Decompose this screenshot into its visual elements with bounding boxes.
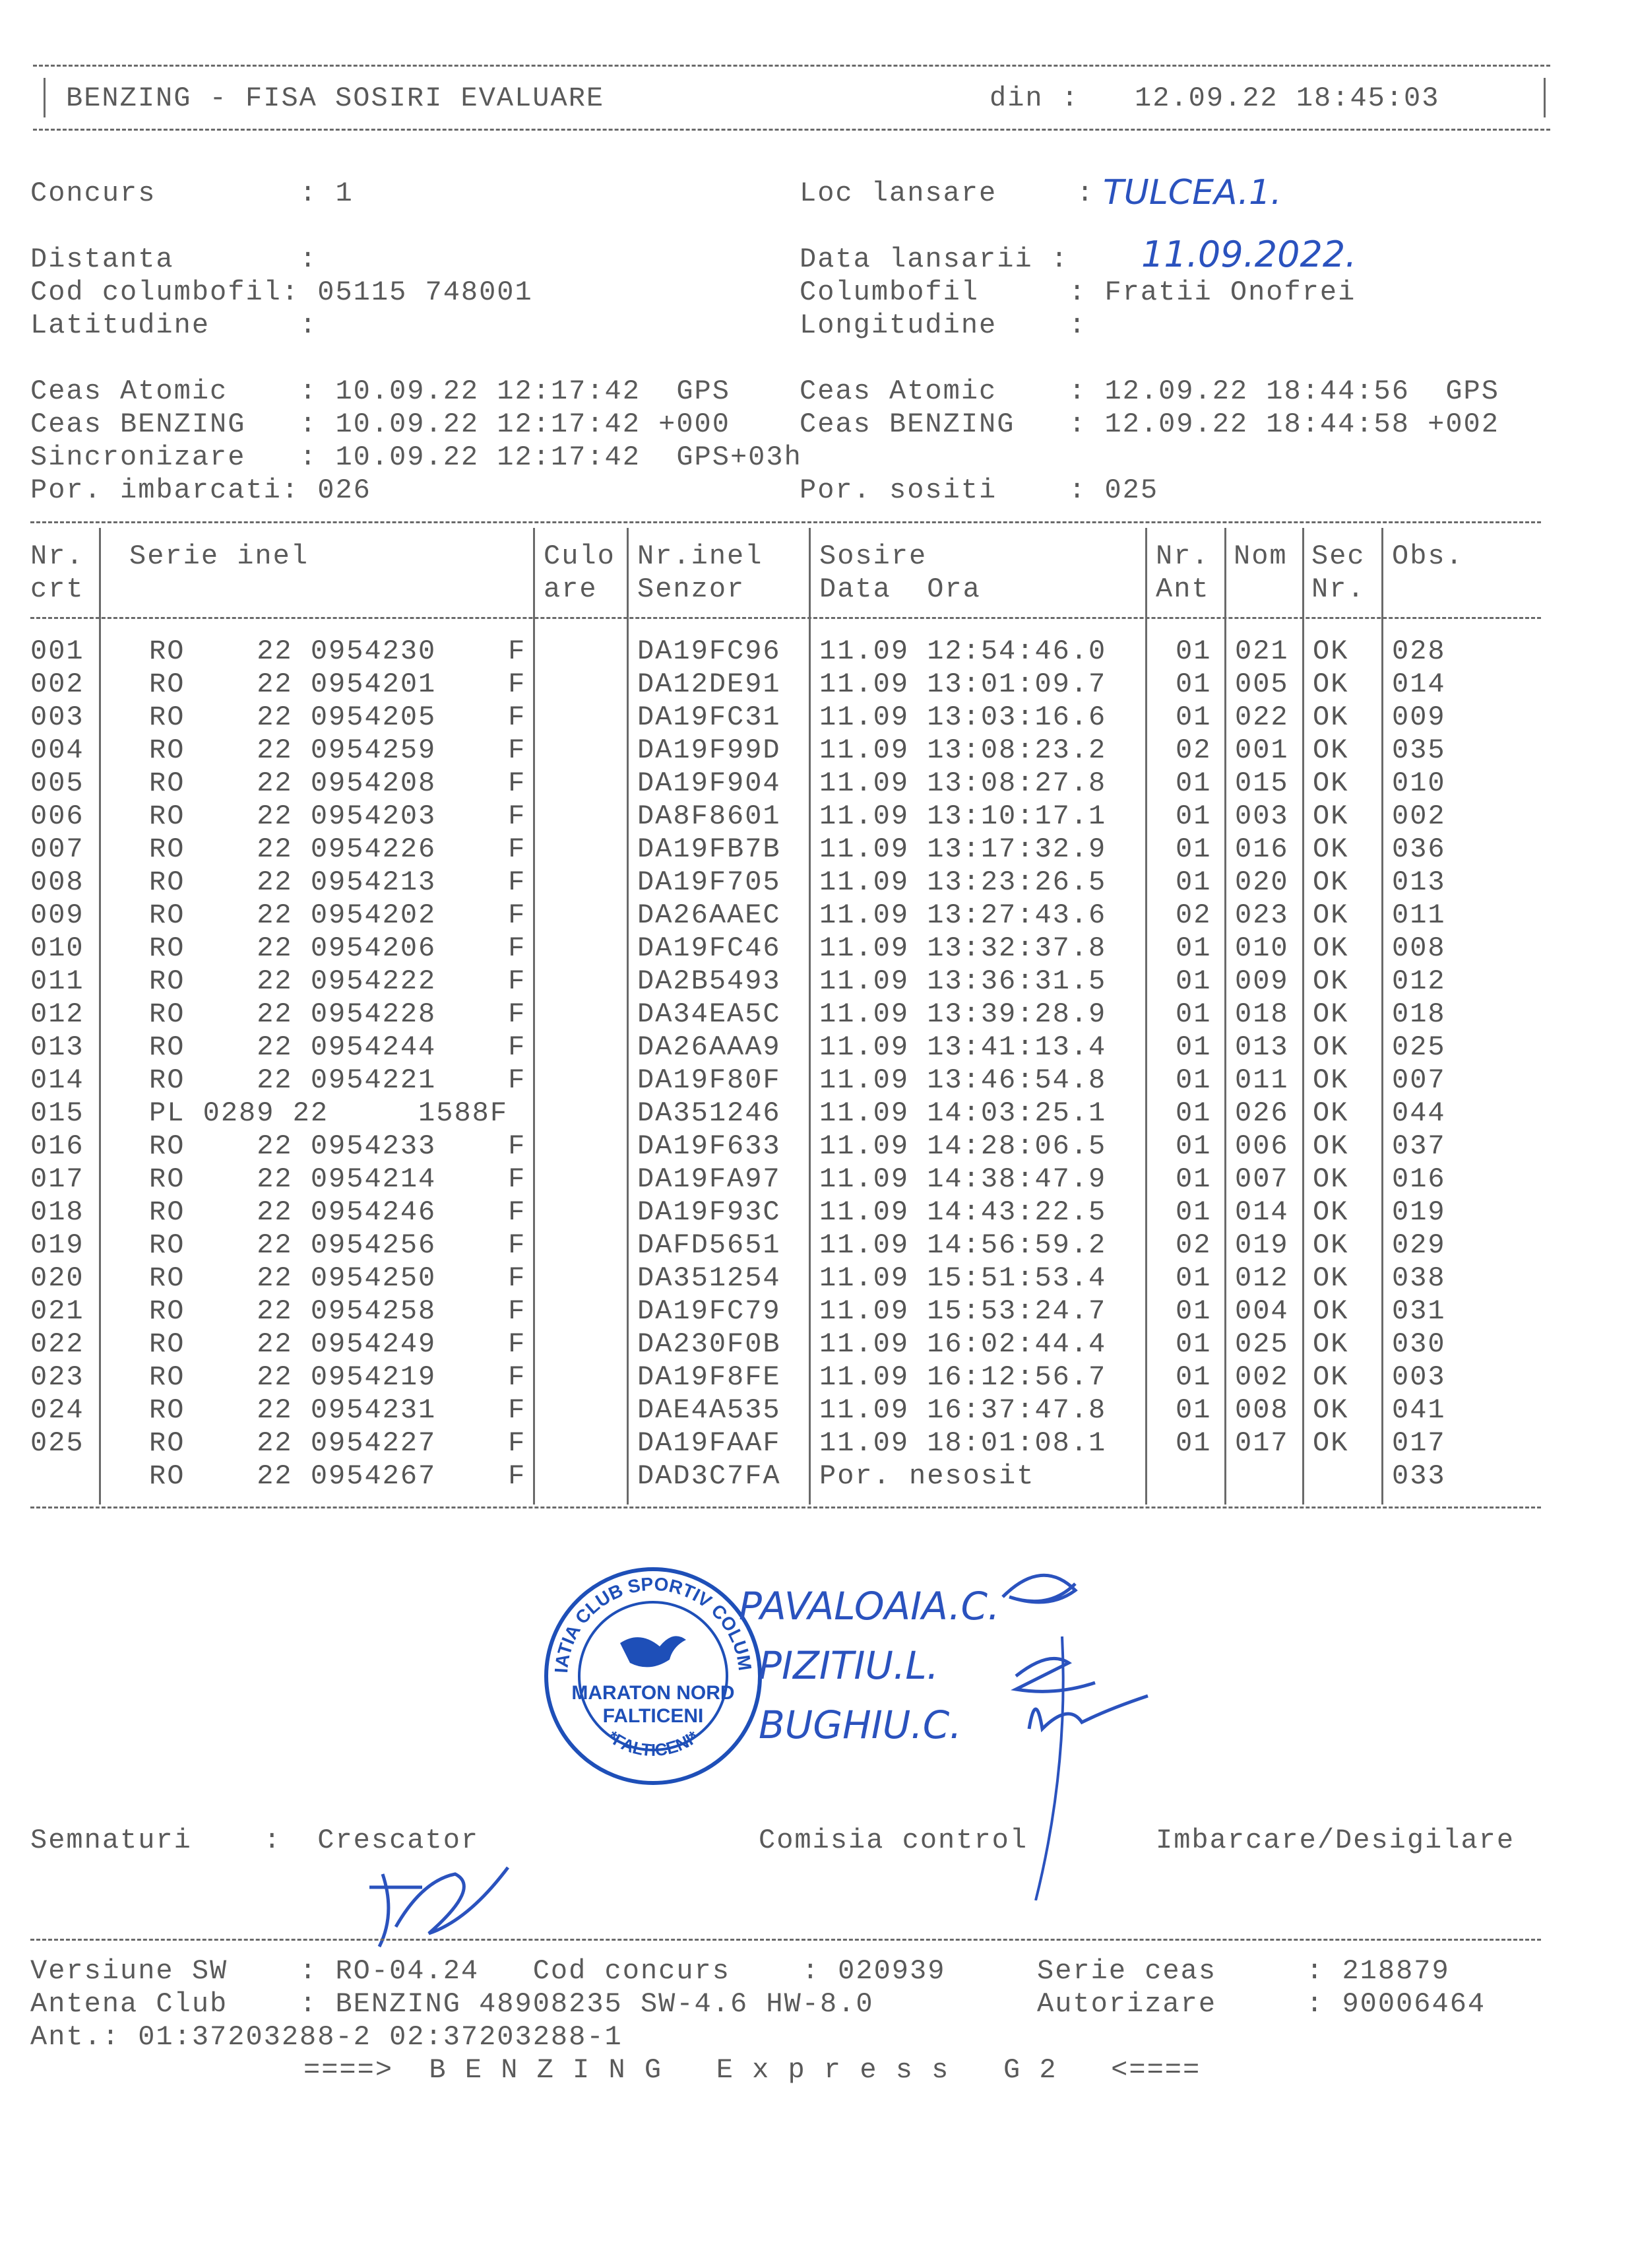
table-row: [0, 1031, 1636, 1064]
cell-ant: 02: [1176, 1229, 1212, 1261]
cell-serie: RO 22 0954206 F: [149, 932, 526, 964]
cell-senzor: DA2B5493: [637, 965, 781, 997]
cell-nom: 004: [1235, 1295, 1289, 1327]
cell-obs: 036: [1392, 833, 1446, 865]
cell-nom: 008: [1235, 1394, 1289, 1426]
cell-ant: 02: [1176, 899, 1212, 931]
table-row: [0, 1427, 1636, 1460]
data-lansarii-handwritten: 11.09.2022.: [1141, 234, 1357, 275]
table-row: [0, 668, 1636, 701]
cell-ant: 01: [1176, 1163, 1212, 1195]
cell-sec: OK: [1313, 668, 1349, 700]
cell-senzor: DA19F8FE: [637, 1361, 781, 1393]
cell-senzor: DA26AAA9: [637, 1031, 781, 1063]
cell-obs: 038: [1392, 1262, 1446, 1294]
cell-sec: OK: [1313, 866, 1349, 898]
table-bottom-rule: [30, 1507, 1541, 1508]
cell-sec: OK: [1313, 1163, 1349, 1195]
cell-sec: OK: [1313, 1427, 1349, 1459]
cell-nom: 016: [1235, 833, 1289, 865]
cell-nr: 003: [30, 701, 84, 733]
table-row: [0, 1163, 1636, 1196]
cell-obs: 008: [1392, 932, 1446, 964]
cell-nom: 022: [1235, 701, 1289, 733]
cell-serie: RO 22 0954246 F: [149, 1196, 526, 1228]
cell-obs: 035: [1392, 734, 1446, 766]
cell-nom: 009: [1235, 965, 1289, 997]
cell-senzor: DAD3C7FA: [637, 1460, 781, 1492]
cell-serie: RO 22 0954226 F: [149, 833, 526, 865]
cell-obs: 009: [1392, 701, 1446, 733]
footer-line1-right: Serie ceas : 218879: [1037, 1955, 1450, 1987]
cell-nom: 003: [1235, 800, 1289, 832]
table-header-rule: [30, 617, 1541, 619]
cell-serie: RO 22 0954213 F: [149, 866, 526, 898]
table-row: [0, 701, 1636, 734]
comisia-label: Comisia control: [759, 1825, 1028, 1856]
cell-ant: 01: [1176, 668, 1212, 700]
header-ant: Ant: [1156, 573, 1210, 605]
cell-obs: 011: [1392, 899, 1446, 931]
cell-senzor: DA12DE91: [637, 668, 781, 700]
cell-nr: 001: [30, 635, 84, 667]
cell-sec: OK: [1313, 1130, 1349, 1162]
cell-senzor: DA19FC96: [637, 635, 781, 667]
header-nr-ant: Nr.: [1156, 540, 1210, 572]
cell-nom: 021: [1235, 635, 1289, 667]
cell-serie: RO 22 0954230 F: [149, 635, 526, 667]
cell-ant: 01: [1176, 1295, 1212, 1327]
cell-sosire: 11.09 15:53:24.7: [819, 1295, 1107, 1327]
cell-sosire: 11.09 13:27:43.6: [819, 899, 1107, 931]
cell-senzor: DAFD5651: [637, 1229, 781, 1261]
cell-ant: 01: [1176, 1031, 1212, 1063]
table-row: [0, 899, 1636, 932]
cell-senzor: DA19F633: [637, 1130, 781, 1162]
cell-serie: RO 22 0954227 F: [149, 1427, 526, 1459]
cell-serie: RO 22 0954249 F: [149, 1328, 526, 1360]
longitudine-field: Longitudine :: [800, 309, 1087, 341]
header-sec-nr: Nr.: [1311, 573, 1366, 605]
cell-senzor: DA19FC31: [637, 701, 781, 733]
cell-sosire: 11.09 14:28:06.5: [819, 1130, 1107, 1162]
data-lansarii-label: Data lansarii :: [800, 243, 1069, 275]
header-obs: Obs.: [1392, 540, 1464, 572]
cell-obs: 018: [1392, 998, 1446, 1030]
handwritten-name-2: PIZITIU.L.: [759, 1643, 939, 1688]
cell-senzor: DA351254: [637, 1262, 781, 1294]
cell-nom: 013: [1235, 1031, 1289, 1063]
cell-nom: 017: [1235, 1427, 1289, 1459]
header-data-ora: Data Ora: [819, 573, 981, 605]
cell-senzor: DA19FA97: [637, 1163, 781, 1195]
cell-nom: 002: [1235, 1361, 1289, 1393]
cell-nr: 007: [30, 833, 84, 865]
cell-ant: 01: [1176, 1361, 1212, 1393]
table-row: [0, 833, 1636, 866]
cell-ant: 01: [1176, 998, 1212, 1030]
cell-serie: RO 22 0954208 F: [149, 767, 526, 799]
cell-nr: 008: [30, 866, 84, 898]
table-row: [0, 1328, 1636, 1361]
stamp-top-text: IATIA CLUB SPORTIV COLUM: [551, 1573, 756, 1674]
cell-senzor: DA26AAEC: [637, 899, 781, 931]
cell-nom: 019: [1235, 1229, 1289, 1261]
cell-sosire: 11.09 16:12:56.7: [819, 1361, 1107, 1393]
cell-nr: 004: [30, 734, 84, 766]
cell-sosire: 11.09 13:17:32.9: [819, 833, 1107, 865]
cell-obs: 016: [1392, 1163, 1446, 1195]
cell-nr: 018: [30, 1196, 84, 1228]
header-culo: Culo: [544, 540, 615, 572]
table-row: [0, 767, 1636, 800]
cell-nom: 005: [1235, 668, 1289, 700]
header-nom: Nom: [1234, 540, 1288, 572]
header-nr: Nr.: [30, 540, 84, 572]
cell-nr: 015: [30, 1097, 84, 1129]
handwritten-name-3: BUGHIU.C.: [759, 1702, 962, 1747]
cell-senzor: DA230F0B: [637, 1328, 781, 1360]
header-senzor: Senzor: [637, 573, 745, 605]
ceas-atomic-right: Ceas Atomic : 12.09.22 18:44:56 GPS: [800, 375, 1499, 407]
cell-sosire: 11.09 12:54:46.0: [819, 635, 1107, 667]
cell-sec: OK: [1313, 1361, 1349, 1393]
cell-nr: 009: [30, 899, 84, 931]
cell-sec: OK: [1313, 833, 1349, 865]
cell-ant: 01: [1176, 1394, 1212, 1426]
cell-sec: OK: [1313, 1031, 1349, 1063]
header-nrinel: Nr.inel: [637, 540, 763, 572]
cell-sosire: 11.09 16:37:47.8: [819, 1394, 1107, 1426]
cell-obs: 030: [1392, 1328, 1446, 1360]
concurs-field: Concurs : 1: [30, 178, 354, 209]
cell-serie: RO 22 0954256 F: [149, 1229, 526, 1261]
cell-senzor: DA19FC46: [637, 932, 781, 964]
stamp-name1: MARATON NORD: [571, 1682, 735, 1704]
cell-obs: 012: [1392, 965, 1446, 997]
cell-senzor: DA34EA5C: [637, 998, 781, 1030]
cell-nom: 025: [1235, 1328, 1289, 1360]
cell-sec: OK: [1313, 635, 1349, 667]
cell-nr: 020: [30, 1262, 84, 1294]
cell-sosire: Por. nesosit: [819, 1460, 1035, 1492]
cell-sosire: 11.09 13:36:31.5: [819, 965, 1107, 997]
cell-senzor: DA351246: [637, 1097, 781, 1129]
cell-sec: OK: [1313, 701, 1349, 733]
cell-ant: 01: [1176, 1130, 1212, 1162]
cell-ant: 01: [1176, 1064, 1212, 1096]
cell-nr: 013: [30, 1031, 84, 1063]
club-stamp: [541, 1564, 765, 1788]
imbarcare-label: Imbarcare/Desigilare: [1156, 1825, 1515, 1856]
cell-nom: 012: [1235, 1262, 1289, 1294]
cell-obs: 010: [1392, 767, 1446, 799]
table-row: [0, 998, 1636, 1031]
stamp-name2: FALTICENI: [602, 1705, 704, 1727]
cell-obs: 014: [1392, 668, 1446, 700]
cell-serie: RO 22 0954233 F: [149, 1130, 526, 1162]
cell-senzor: DAE4A535: [637, 1394, 781, 1426]
cell-nom: 014: [1235, 1196, 1289, 1228]
table-row: [0, 734, 1636, 767]
table-row: [0, 1262, 1636, 1295]
cell-ant: 01: [1176, 1427, 1212, 1459]
cell-serie: RO 22 0954201 F: [149, 668, 526, 700]
cell-sec: OK: [1313, 1097, 1349, 1129]
date-value: 12.09.22 18:45:03: [1135, 82, 1440, 114]
cell-sosire: 11.09 13:23:26.5: [819, 866, 1107, 898]
cell-serie: RO 22 0954222 F: [149, 965, 526, 997]
cell-senzor: DA19F904: [637, 767, 781, 799]
cell-nom: 006: [1235, 1130, 1289, 1162]
cell-sec: OK: [1313, 998, 1349, 1030]
cell-ant: 01: [1176, 1262, 1212, 1294]
cell-nr: 017: [30, 1163, 84, 1195]
footer-line2-left: Antena Club : BENZING 48908235 SW-4.6 HW-8.0: [30, 1988, 874, 2020]
cell-sosire: 11.09 14:03:25.1: [819, 1097, 1107, 1129]
cell-nom: 001: [1235, 734, 1289, 766]
table-row: [0, 1361, 1636, 1394]
cod-columbofil-field: Cod columbofil: 05115 748001: [30, 276, 533, 308]
cell-obs: 007: [1392, 1064, 1446, 1096]
cell-obs: 017: [1392, 1427, 1446, 1459]
cell-ant: 01: [1176, 701, 1212, 733]
cell-sec: OK: [1313, 1295, 1349, 1327]
handwritten-name-1: PAVALOAIA.C.: [739, 1584, 1000, 1629]
date-label: din :: [990, 82, 1080, 114]
cell-serie: RO 22 0954219 F: [149, 1361, 526, 1393]
cell-senzor: DA19F80F: [637, 1064, 781, 1096]
cell-serie: RO 22 0954231 F: [149, 1394, 526, 1426]
cell-sec: OK: [1313, 1229, 1349, 1261]
table-row: [0, 866, 1636, 899]
cell-nom: 007: [1235, 1163, 1289, 1195]
cell-sec: OK: [1313, 1328, 1349, 1360]
cell-senzor: DA19FB7B: [637, 833, 781, 865]
cell-nr: 021: [30, 1295, 84, 1327]
cell-serie: RO 22 0954259 F: [149, 734, 526, 766]
cell-obs: 031: [1392, 1295, 1446, 1327]
cell-sosire: 11.09 13:41:13.4: [819, 1031, 1107, 1063]
cell-nom: 015: [1235, 767, 1289, 799]
loc-lansare-handwritten: TULCEA.1.: [1103, 173, 1282, 212]
header-are: are: [544, 573, 598, 605]
cell-sosire: 11.09 13:03:16.6: [819, 701, 1107, 733]
cell-sosire: 11.09 13:10:17.1: [819, 800, 1107, 832]
cell-ant: 01: [1176, 635, 1212, 667]
header-sec: Sec: [1311, 540, 1366, 572]
table-row: [0, 1229, 1636, 1262]
table-row: [0, 1130, 1636, 1163]
table-row: [0, 932, 1636, 965]
cell-nr: 005: [30, 767, 84, 799]
cell-sec: OK: [1313, 932, 1349, 964]
loc-lansare-colon: :: [1077, 178, 1095, 209]
cell-sosire: 11.09 14:43:22.5: [819, 1196, 1107, 1228]
ceas-benzing-right: Ceas BENZING : 12.09.22 18:44:58 +002: [800, 408, 1499, 440]
cell-nom: 010: [1235, 932, 1289, 964]
cell-obs: 028: [1392, 635, 1446, 667]
cell-nom: 018: [1235, 998, 1289, 1030]
cell-senzor: DA19FC79: [637, 1295, 781, 1327]
por-sositi-field: Por. sositi : 025: [800, 474, 1159, 506]
cell-ant: 01: [1176, 1097, 1212, 1129]
cell-nom: 011: [1235, 1064, 1289, 1096]
cell-sec: OK: [1313, 734, 1349, 766]
cell-ant: 01: [1176, 932, 1212, 964]
cell-serie: RO 22 0954250 F: [149, 1262, 526, 1294]
cell-ant: 01: [1176, 1196, 1212, 1228]
cell-nr: 012: [30, 998, 84, 1030]
cell-obs: 025: [1392, 1031, 1446, 1063]
ceas-atomic-left: Ceas Atomic : 10.09.22 12:17:42 GPS: [30, 375, 730, 407]
table-row: [0, 1097, 1636, 1130]
cell-obs: 033: [1392, 1460, 1446, 1492]
cell-nr: 006: [30, 800, 84, 832]
table-row: [0, 1196, 1636, 1229]
footer-line1-left: Versiune SW : RO-04.24 Cod concurs : 020939: [30, 1955, 946, 1987]
table-row: [0, 1460, 1636, 1493]
table-row: [0, 965, 1636, 998]
cell-nr: 010: [30, 932, 84, 964]
cell-sec: OK: [1313, 1196, 1349, 1228]
footer-rule: [30, 1939, 1541, 1941]
cell-nr: 025: [30, 1427, 84, 1459]
cell-sosire: 11.09 13:08:23.2: [819, 734, 1107, 766]
stamp-graphic: [541, 1564, 765, 1788]
cell-obs: 019: [1392, 1196, 1446, 1228]
table-row: [0, 1064, 1636, 1097]
cell-serie: RO 22 0954205 F: [149, 701, 526, 733]
cell-sec: OK: [1313, 899, 1349, 931]
cell-serie: RO 22 0954244 F: [149, 1031, 526, 1063]
cell-senzor: DA19F705: [637, 866, 781, 898]
cell-ant: 01: [1176, 1328, 1212, 1360]
cell-serie: RO 22 0954228 F: [149, 998, 526, 1030]
table-row: [0, 800, 1636, 833]
table-row: [0, 635, 1636, 668]
cell-nr: 024: [30, 1394, 84, 1426]
cell-obs: 013: [1392, 866, 1446, 898]
ceas-benzing-left: Ceas BENZING : 10.09.22 12:17:42 +000: [30, 408, 730, 440]
cell-senzor: DA19F93C: [637, 1196, 781, 1228]
header-crt: crt: [30, 573, 84, 605]
cell-sosire: 11.09 13:08:27.8: [819, 767, 1107, 799]
cell-nr: 011: [30, 965, 84, 997]
footer-antenna: Ant.: 01:37203288-2 02:37203288-1: [30, 2021, 623, 2053]
cell-nr: 016: [30, 1130, 84, 1162]
cell-sec: OK: [1313, 1394, 1349, 1426]
table-top-rule: [30, 521, 1541, 523]
distanta-field: Distanta :: [30, 243, 318, 275]
stamp-bottom-text: *FALTICENI*: [604, 1726, 703, 1761]
cell-serie: PL 0289 22 1588F: [149, 1097, 509, 1129]
cell-ant: 01: [1176, 965, 1212, 997]
cell-nr: 002: [30, 668, 84, 700]
cell-obs: 002: [1392, 800, 1446, 832]
cell-ant: 01: [1176, 833, 1212, 865]
cell-obs: 041: [1392, 1394, 1446, 1426]
cell-sec: OK: [1313, 800, 1349, 832]
cell-nr: 022: [30, 1328, 84, 1360]
table-row: [0, 1295, 1636, 1328]
cell-sosire: 11.09 13:32:37.8: [819, 932, 1107, 964]
cell-serie: RO 22 0954267 F: [149, 1460, 526, 1492]
cell-serie: RO 22 0954203 F: [149, 800, 526, 832]
cell-nr: 019: [30, 1229, 84, 1261]
cell-ant: 01: [1176, 800, 1212, 832]
cell-sosire: 11.09 14:56:59.2: [819, 1229, 1107, 1261]
cell-nr: 023: [30, 1361, 84, 1393]
footer-line2-right: Autorizare : 90006464: [1037, 1988, 1486, 2020]
cell-senzor: DA19FAAF: [637, 1427, 781, 1459]
cell-obs: 003: [1392, 1361, 1446, 1393]
cell-sec: OK: [1313, 1064, 1349, 1096]
cell-obs: 029: [1392, 1229, 1446, 1261]
cell-sosire: 11.09 13:01:09.7: [819, 668, 1107, 700]
cell-obs: 044: [1392, 1097, 1446, 1129]
cell-ant: 02: [1176, 734, 1212, 766]
svg-text:*FALTICENI*: [604, 1726, 703, 1760]
loc-lansare-label: Loc lansare: [800, 178, 997, 209]
document-title: BENZING - FISA SOSIRI EVALUARE: [66, 82, 605, 114]
header-serie: Serie inel: [129, 540, 309, 572]
cell-sosire: 11.09 18:01:08.1: [819, 1427, 1107, 1459]
table-row: [0, 1394, 1636, 1427]
sincronizare-field: Sincronizare : 10.09.22 12:17:42 GPS+03h: [30, 441, 802, 473]
columbofil-field: Columbofil : Fratii Onofrei: [800, 276, 1356, 308]
semnaturi-label: Semnaturi : Crescator: [30, 1825, 480, 1856]
footer-brand: ====> B E N Z I N G E x p r e s s G 2 <====: [303, 2054, 1201, 2086]
cell-sosire: 11.09 15:51:53.4: [819, 1262, 1107, 1294]
cell-sosire: 11.09 14:38:47.9: [819, 1163, 1107, 1195]
cell-serie: RO 22 0954214 F: [149, 1163, 526, 1195]
cell-nom: 023: [1235, 899, 1289, 931]
cell-nom: 026: [1235, 1097, 1289, 1129]
por-imbarcati-field: Por. imbarcati: 026: [30, 474, 371, 506]
cell-serie: RO 22 0954221 F: [149, 1064, 526, 1096]
cell-ant: 01: [1176, 767, 1212, 799]
cell-sec: OK: [1313, 965, 1349, 997]
cell-sec: OK: [1313, 1262, 1349, 1294]
cell-sosire: 11.09 13:39:28.9: [819, 998, 1107, 1030]
cell-sec: OK: [1313, 767, 1349, 799]
cell-serie: RO 22 0954202 F: [149, 899, 526, 931]
cell-sosire: 11.09 16:02:44.4: [819, 1328, 1107, 1360]
cell-nr: 014: [30, 1064, 84, 1096]
cell-obs: 037: [1392, 1130, 1446, 1162]
cell-senzor: DA19F99D: [637, 734, 781, 766]
header-sosire: Sosire: [819, 540, 928, 572]
latitudine-field: Latitudine :: [30, 309, 318, 341]
cell-nom: 020: [1235, 866, 1289, 898]
cell-sosire: 11.09 13:46:54.8: [819, 1064, 1107, 1096]
dove-icon: [620, 1636, 686, 1667]
cell-ant: 01: [1176, 866, 1212, 898]
cell-senzor: DA8F8601: [637, 800, 781, 832]
cell-serie: RO 22 0954258 F: [149, 1295, 526, 1327]
